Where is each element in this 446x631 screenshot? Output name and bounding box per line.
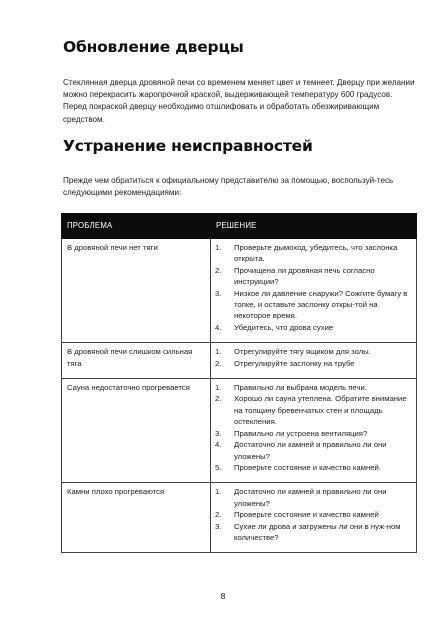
list-text: Прочищена ли дровяная печь согласно инструкции?: [234, 265, 375, 287]
list-item: [215, 288, 411, 322]
solution-list: [215, 242, 411, 333]
list-number: 4.: [215, 322, 222, 332]
list-item: [215, 382, 411, 393]
list-text: Проверьте дымоход, убедитесь, что заслонка открыта.: [234, 243, 398, 264]
list-number: 5.: [215, 462, 222, 472]
header-problem: ПРОБЛЕМА: [62, 214, 211, 239]
list-number: 2.: [215, 358, 222, 368]
solution-list: [215, 486, 411, 543]
list-item: [215, 265, 411, 288]
list-item: [215, 428, 411, 439]
solution-list: [215, 382, 411, 473]
solution-cell: [211, 483, 417, 553]
list-text: Низкое ли давление снаружи? Сожгите бумагу в топке, и оставьте заслонку откры-той на некоторое время.: [234, 288, 408, 321]
list-item: [215, 462, 411, 473]
list-text: Достаточно ли камней и правильно ли они уложены?: [234, 440, 387, 461]
list-item: [215, 509, 411, 520]
table-header-row: [62, 214, 417, 239]
solution-cell: [211, 239, 417, 343]
list-item: [215, 486, 411, 509]
section-title-troubleshooting: Устранение неисправностей: [63, 137, 313, 155]
list-item: [215, 393, 411, 427]
list-number: 1.: [215, 487, 222, 497]
section-intro-troubleshooting: Прежде чем обратиться к официальному представителю за помощью, воспользуй-тесь следующими рекомендациями:: [63, 176, 394, 198]
problem-cell: В дровяной печи нет тяги: [62, 239, 211, 343]
list-number: 3.: [215, 288, 222, 298]
section-text-door: Стеклянная дверца дровяной печи со временем меняет цвет и темнеет. Дверцу при желании можно перекрасить жаропрочной краской, выдерживающей температуру 600 градусов. Перед покраской дверцу необходимо отшлифовать и обработать обезжиривающим средством.: [63, 78, 415, 124]
list-text: Проверьте состояние и качество камней: [234, 510, 379, 520]
solution-list: [215, 346, 411, 369]
page-number: 8: [220, 591, 226, 601]
problem-cell: В дровяной печи слишком сильная тяга: [62, 343, 211, 379]
list-number: 1.: [215, 383, 222, 393]
list-number: 3.: [215, 428, 222, 438]
list-item: [215, 358, 411, 369]
list-text: Отрегулируйте тягу ящиком для золы.: [234, 347, 371, 357]
list-item: [215, 521, 411, 544]
list-number: 4.: [215, 440, 222, 450]
problem-cell: Камни плохо прогреваются: [62, 483, 211, 553]
list-number: 2.: [215, 510, 222, 520]
list-number: 2.: [215, 394, 222, 404]
section-title-door: Обновление дверцы: [63, 38, 244, 56]
table-row: [62, 483, 417, 553]
list-item: [215, 346, 411, 357]
list-text: Достаточно ли камней и правильно ли они уложены?: [234, 487, 387, 508]
list-text: Сухие ли дрова и загружены ли они в нуж-ном количестве?: [234, 521, 401, 542]
troubleshooting-table: [61, 213, 417, 553]
list-item: [215, 439, 411, 462]
table-row: [62, 343, 417, 379]
table-row: [62, 379, 417, 483]
list-text: Хорошо ли сауна утеплена. Обратите внимание на толщину бревенчатых стен и площадь остекления.: [234, 394, 407, 427]
list-number: 1.: [215, 243, 222, 252]
list-text: Отрегулируйте заслонку на трубе: [234, 358, 355, 368]
list-text: Убедитесь, что дрова сухие: [234, 322, 334, 332]
list-number: 3.: [215, 521, 222, 531]
solution-cell: [211, 343, 417, 379]
list-number: 2.: [215, 265, 222, 275]
list-text: Правильно ли выбрана модель печи.: [234, 383, 367, 393]
list-number: 1.: [215, 347, 222, 357]
header-solution: РЕШЕНИЕ: [211, 214, 417, 239]
list-item: [215, 322, 411, 333]
table-row: [62, 239, 417, 343]
solution-cell: [211, 379, 417, 483]
list-item: [215, 242, 411, 265]
list-text: Проверьте состояние и качество камней.: [234, 462, 381, 472]
list-text: Правильно ли устроена вентиляция?: [234, 428, 368, 438]
problem-cell: Сауна недостаточно прогревается: [62, 379, 211, 483]
